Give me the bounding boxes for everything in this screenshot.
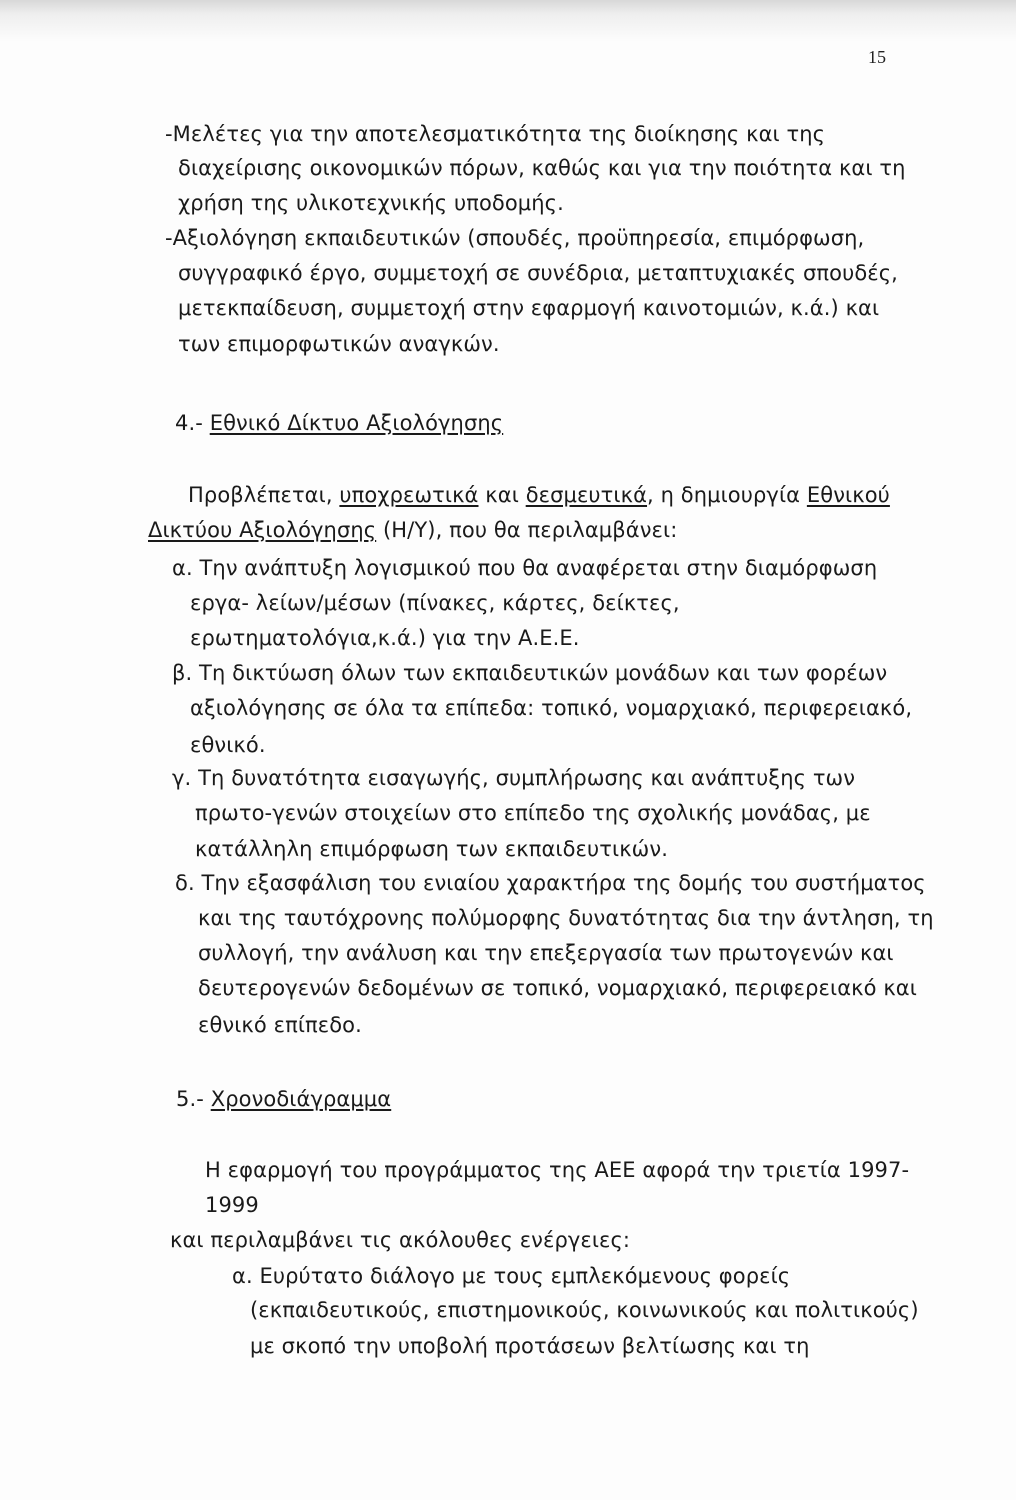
text-line: συγγραφικό έργο, συμμετοχή σε συνέδρια, μεταπτυχιακές σπουδές,: [178, 261, 898, 285]
underlined-term: δεσμευτικά: [525, 483, 648, 507]
text-span: (Η/Υ), που θα περιλαμβάνει:: [376, 518, 678, 542]
list-item-a: α. Ευρύτατο διάλογο με τους εμπλεκόμενους φορείς: [232, 1264, 791, 1288]
list-item-c: γ. Τη δυνατότητα εισαγωγής, συμπλήρωσης και ανάπτυξης των: [172, 766, 856, 790]
section-heading-5: [176, 1086, 391, 1112]
text-line: -Μελέτες για την αποτελεσματικότητα της διοίκησης και της: [165, 122, 826, 146]
list-item-a: α. Την ανάπτυξη λογισμικού που θα αναφέρεται στην διαμόρφωση: [172, 556, 878, 580]
section-title: Χρονοδιάγραμμα: [210, 1087, 392, 1111]
text-line: -Αξιολόγηση εκπαιδευτικών (σπουδές, προϋπηρεσία, επιμόρφωση,: [165, 226, 865, 250]
text-line: εθνικό.: [190, 733, 266, 757]
text-span: και: [478, 483, 526, 507]
page-number: 15: [868, 47, 886, 67]
text-line: με σκοπό την υποβολή προτάσεων βελτίωσης και τη: [250, 1334, 810, 1358]
underlined-term: Εθνικού: [806, 483, 890, 507]
text-line: των επιμορφωτικών αναγκών.: [178, 332, 500, 356]
text-line: και περιλαμβάνει τις ακόλουθες ενέργειες:: [170, 1228, 631, 1252]
text-line: χρήση της υλικοτεχνικής υποδομής.: [178, 191, 564, 215]
text-line: συλλογή, την ανάλυση και την επεξεργασία των πρωτογενών και: [198, 941, 894, 965]
section-title: Εθνικό Δίκτυο Αξιολόγησης: [209, 411, 504, 435]
text-line: μετεκπαίδευση, συμμετοχή στην εφαρμογή καινοτομιών, κ.ά.) και: [178, 296, 880, 320]
text-line: Η εφαρμογή του προγράμματος της ΑΕΕ αφορά την τριετία 1997-: [205, 1158, 910, 1182]
list-item-b: β. Τη δικτύωση όλων των εκπαιδευτικών μονάδων και των φορέων: [172, 661, 888, 685]
text-line: εθνικό επίπεδο.: [198, 1013, 362, 1037]
scan-top-edge: [0, 0, 1016, 42]
text-line: ερωτηματολόγια,κ.ά.) για την Α.Ε.Ε.: [190, 626, 580, 650]
text-line: πρωτο-γενών στοιχείων στο επίπεδο της σχολικής μονάδας, με: [195, 801, 871, 825]
text-span: Προβλέπεται,: [188, 483, 340, 507]
text-line: αξιολόγησης σε όλα τα επίπεδα: τοπικό, νομαρχιακό, περιφερειακό,: [190, 696, 913, 720]
underlined-term: Δικτύου Αξιολόγησης: [148, 518, 377, 542]
list-item-d: δ. Την εξασφάλιση του ενιαίου χαρακτήρα της δομής του συστήματος: [175, 871, 926, 895]
text-span: , η δημιουργία: [647, 483, 807, 507]
underlined-term: υποχρεωτικά: [339, 483, 479, 507]
text-line: εργα- λείων/μέσων (πίνακες, κάρτες, δείκτες,: [190, 591, 680, 615]
section-number: 4.-: [175, 411, 210, 435]
section-number: 5.-: [176, 1087, 211, 1111]
text-line: [148, 517, 677, 543]
text-line: 1999: [205, 1193, 259, 1217]
text-line: δευτερογενών δεδομένων σε τοπικό, νομαρχιακό, περιφερειακό και: [198, 976, 917, 1000]
text-line: (εκπαιδευτικούς, επιστημονικούς, κοινωνικούς και πολιτικούς): [250, 1298, 919, 1322]
text-line: κατάλληλη επιμόρφωση των εκπαιδευτικών.: [195, 837, 668, 861]
text-line: και της ταυτόχρονης πολύμορφης δυνατότητας δια την άντληση, τη: [198, 906, 934, 930]
text-line: διαχείρισης οικονομικών πόρων, καθώς και για την ποιότητα και τη: [178, 156, 906, 180]
section-heading-4: [175, 410, 503, 436]
text-line: [188, 482, 890, 508]
